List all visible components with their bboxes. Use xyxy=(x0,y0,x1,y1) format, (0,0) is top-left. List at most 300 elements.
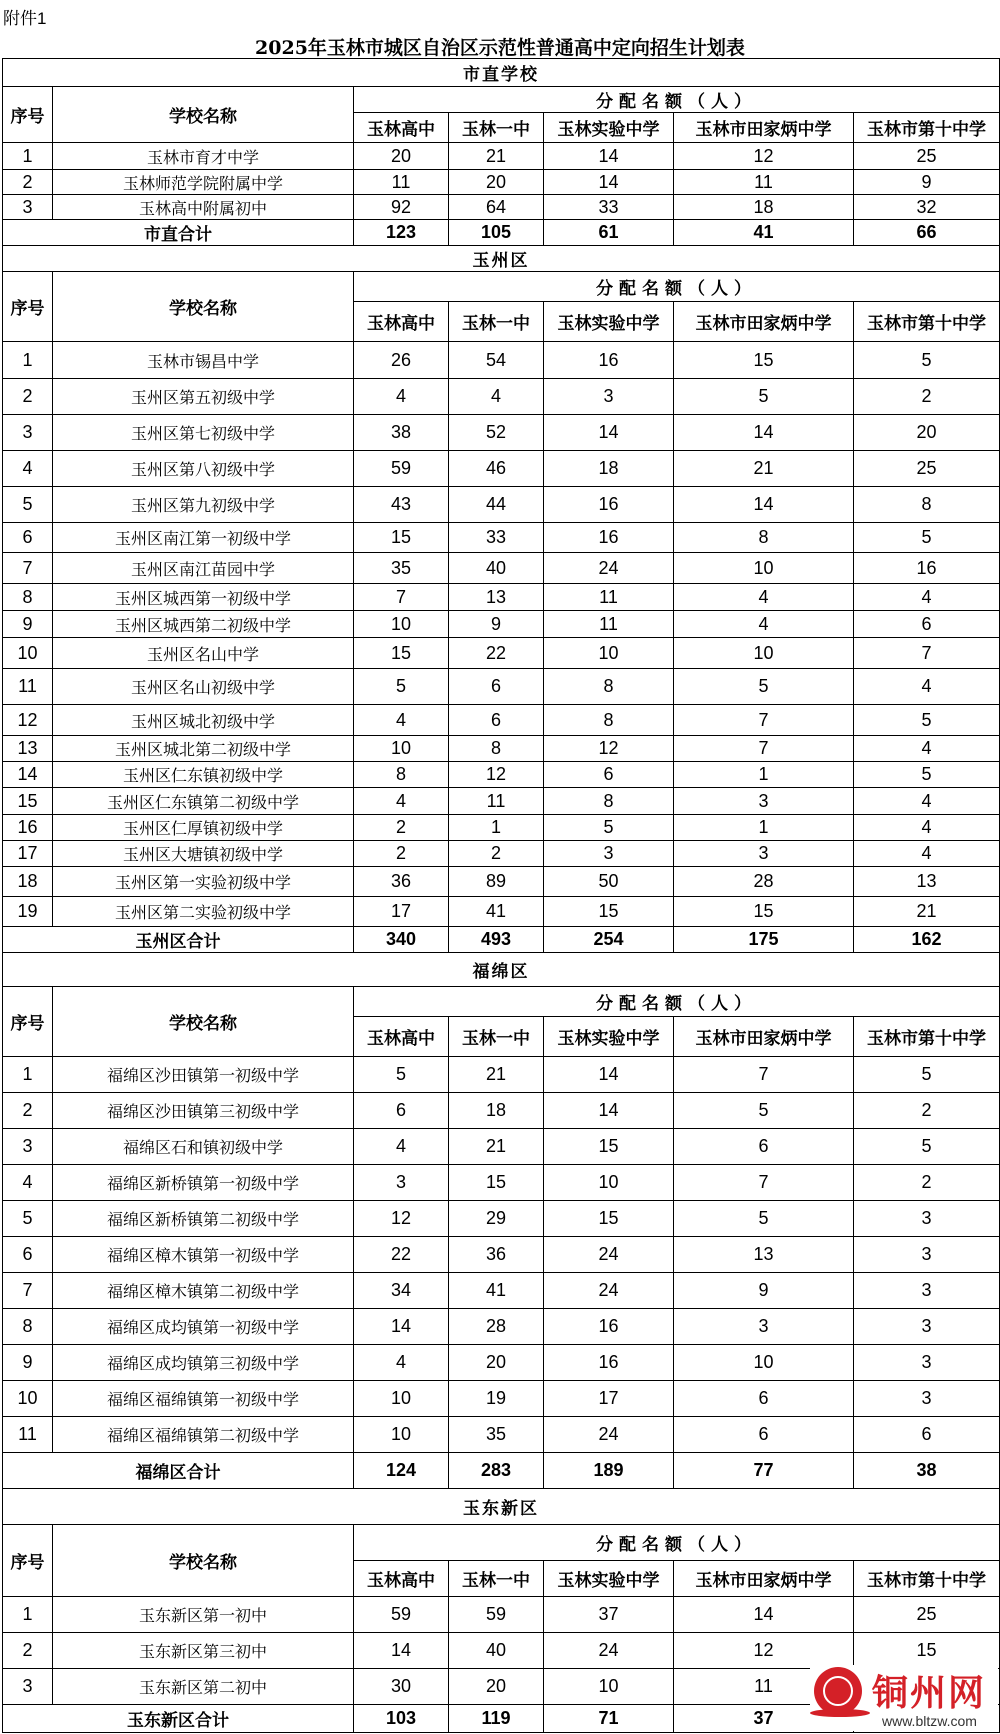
quota-cell: 15 xyxy=(449,1165,544,1201)
school-name: 福绵区沙田镇第三初级中学 xyxy=(53,1093,354,1129)
row-seq: 1 xyxy=(3,1057,53,1093)
quota-cell: 12 xyxy=(544,736,674,762)
quota-cell: 15 xyxy=(544,897,674,927)
section-title-row xyxy=(3,1489,1000,1525)
column-header: 玉林市第十中学 xyxy=(854,302,1000,342)
total-cell: 105 xyxy=(449,220,544,246)
total-cell: 41 xyxy=(674,220,854,246)
school-name: 玉州区南江苗园中学 xyxy=(53,553,354,584)
logo-emblem-icon xyxy=(814,1667,862,1715)
quota-cell: 14 xyxy=(674,487,854,523)
quota-cell: 25 xyxy=(854,143,1000,170)
total-cell: 340 xyxy=(354,927,449,953)
quota-cell: 12 xyxy=(354,1201,449,1237)
table-row xyxy=(3,143,1000,170)
quota-cell: 11 xyxy=(674,170,854,195)
quota-cell: 9 xyxy=(449,611,544,638)
quota-cell: 4 xyxy=(354,788,449,815)
quota-cell: 10 xyxy=(544,638,674,669)
table-row xyxy=(3,342,1000,379)
quota-cell: 41 xyxy=(449,1273,544,1309)
school-name: 玉东新区第三初中 xyxy=(53,1633,354,1669)
school-name-header: 学校名称 xyxy=(53,987,354,1057)
school-name: 玉州区仁东镇第二初级中学 xyxy=(53,788,354,815)
quota-cell: 3 xyxy=(854,1273,1000,1309)
quota-cell: 22 xyxy=(449,638,544,669)
school-name: 玉林师范学院附属中学 xyxy=(53,170,354,195)
total-cell: 66 xyxy=(854,220,1000,246)
watermark-url: www.bltzw.com xyxy=(882,1713,977,1729)
row-seq: 5 xyxy=(3,487,53,523)
quota-cell: 14 xyxy=(544,170,674,195)
quota-cell: 21 xyxy=(854,897,1000,927)
quota-cell: 36 xyxy=(354,867,449,897)
quota-cell: 12 xyxy=(674,1633,854,1669)
quota-cell: 3 xyxy=(544,379,674,415)
quota-cell: 50 xyxy=(544,867,674,897)
total-label: 福绵区合计 xyxy=(3,1453,354,1489)
quota-cell: 18 xyxy=(449,1093,544,1129)
row-seq: 2 xyxy=(3,170,53,195)
row-seq: 4 xyxy=(3,451,53,487)
school-name: 玉州区第五初级中学 xyxy=(53,379,354,415)
total-cell: 77 xyxy=(674,1453,854,1489)
site-watermark xyxy=(810,1665,998,1731)
quota-cell: 14 xyxy=(354,1309,449,1345)
quota-cell: 21 xyxy=(449,1057,544,1093)
quota-cell: 24 xyxy=(544,1273,674,1309)
quota-cell: 4 xyxy=(354,705,449,736)
quota-cell: 6 xyxy=(674,1381,854,1417)
quota-cell: 26 xyxy=(354,342,449,379)
quota-cell: 5 xyxy=(544,815,674,841)
quota-cell: 8 xyxy=(854,487,1000,523)
quota-cell: 6 xyxy=(854,611,1000,638)
table-row xyxy=(3,1633,1000,1669)
quota-cell: 12 xyxy=(449,762,544,788)
row-seq: 18 xyxy=(3,867,53,897)
attachment-label: 附件1 xyxy=(3,9,47,28)
quota-cell: 4 xyxy=(854,736,1000,762)
quota-cell: 6 xyxy=(449,705,544,736)
quota-cell: 36 xyxy=(449,1237,544,1273)
section-title: 玉东新区 xyxy=(3,1489,1000,1525)
column-header: 玉林高中 xyxy=(354,302,449,342)
quota-cell: 7 xyxy=(354,584,449,611)
table-row xyxy=(3,584,1000,611)
quota-cell: 14 xyxy=(544,1057,674,1093)
quota-cell: 5 xyxy=(854,762,1000,788)
school-name: 玉州区名山中学 xyxy=(53,638,354,669)
quota-cell: 3 xyxy=(854,1345,1000,1381)
quota-cell: 6 xyxy=(449,669,544,705)
quota-cell: 10 xyxy=(544,1165,674,1201)
quota-cell: 4 xyxy=(674,584,854,611)
watermark-name: 铜州网 xyxy=(872,1673,987,1714)
table-row xyxy=(3,487,1000,523)
table-row xyxy=(3,1597,1000,1633)
quota-cell: 3 xyxy=(854,1237,1000,1273)
total-row xyxy=(3,1453,1000,1489)
quota-cell: 20 xyxy=(449,170,544,195)
quota-cell: 11 xyxy=(544,611,674,638)
row-seq: 3 xyxy=(3,415,53,451)
quota-cell: 17 xyxy=(354,897,449,927)
column-header: 玉林实验中学 xyxy=(544,302,674,342)
quota-cell: 2 xyxy=(854,379,1000,415)
quota-cell: 3 xyxy=(674,1309,854,1345)
school-name: 玉州区城北初级中学 xyxy=(53,705,354,736)
quota-cell: 4 xyxy=(854,669,1000,705)
allocation-header: 分配名额（人） xyxy=(354,1525,1000,1561)
school-name: 福绵区成均镇第一初级中学 xyxy=(53,1309,354,1345)
quota-cell: 7 xyxy=(674,736,854,762)
table-row xyxy=(3,611,1000,638)
column-header: 玉林市第十中学 xyxy=(854,113,1000,143)
quota-cell: 43 xyxy=(354,487,449,523)
quota-cell: 3 xyxy=(544,841,674,867)
quota-cell: 10 xyxy=(354,611,449,638)
quota-cell: 3 xyxy=(854,1381,1000,1417)
school-name: 福绵区福绵镇第二初级中学 xyxy=(53,1417,354,1453)
quota-cell: 2 xyxy=(449,841,544,867)
table-row xyxy=(3,451,1000,487)
quota-cell: 35 xyxy=(354,553,449,584)
quota-cell: 5 xyxy=(854,342,1000,379)
row-seq: 16 xyxy=(3,815,53,841)
quota-cell: 16 xyxy=(544,1345,674,1381)
quota-cell: 6 xyxy=(354,1093,449,1129)
quota-cell: 92 xyxy=(354,195,449,220)
quota-cell: 2 xyxy=(854,1093,1000,1129)
school-name: 玉州区第八初级中学 xyxy=(53,451,354,487)
quota-cell: 11 xyxy=(449,788,544,815)
quota-cell: 89 xyxy=(449,867,544,897)
school-name: 福绵区福绵镇第一初级中学 xyxy=(53,1381,354,1417)
quota-cell: 20 xyxy=(449,1669,544,1705)
column-header: 玉林实验中学 xyxy=(544,1561,674,1597)
quota-cell: 5 xyxy=(854,523,1000,553)
quota-cell: 52 xyxy=(449,415,544,451)
column-header: 玉林一中 xyxy=(449,1017,544,1057)
seq-header: 序号 xyxy=(3,87,53,143)
quota-cell: 10 xyxy=(354,736,449,762)
school-name: 玉州区仁厚镇初级中学 xyxy=(53,815,354,841)
column-header: 玉林实验中学 xyxy=(544,113,674,143)
quota-cell: 5 xyxy=(674,1093,854,1129)
quota-cell: 15 xyxy=(354,638,449,669)
school-name: 玉州区第七初级中学 xyxy=(53,415,354,451)
quota-cell: 32 xyxy=(854,195,1000,220)
school-name: 玉州区第二实验初级中学 xyxy=(53,897,354,927)
row-seq: 7 xyxy=(3,1273,53,1309)
quota-cell: 4 xyxy=(854,815,1000,841)
quota-cell: 40 xyxy=(449,553,544,584)
quota-cell: 4 xyxy=(354,1345,449,1381)
row-seq: 2 xyxy=(3,1093,53,1129)
column-header: 玉林高中 xyxy=(354,113,449,143)
quota-cell: 13 xyxy=(674,1237,854,1273)
school-name: 福绵区新桥镇第二初级中学 xyxy=(53,1201,354,1237)
quota-cell: 24 xyxy=(544,1417,674,1453)
row-seq: 10 xyxy=(3,1381,53,1417)
row-seq: 14 xyxy=(3,762,53,788)
quota-cell: 4 xyxy=(354,379,449,415)
table-row xyxy=(3,867,1000,897)
row-seq: 6 xyxy=(3,523,53,553)
quota-cell: 22 xyxy=(354,1237,449,1273)
quota-cell: 16 xyxy=(544,1309,674,1345)
table-row xyxy=(3,1237,1000,1273)
quota-cell: 11 xyxy=(674,1669,854,1705)
total-cell: 61 xyxy=(544,220,674,246)
quota-cell: 64 xyxy=(449,195,544,220)
school-name: 玉州区仁东镇初级中学 xyxy=(53,762,354,788)
quota-cell: 14 xyxy=(354,1633,449,1669)
quota-cell: 35 xyxy=(449,1417,544,1453)
quota-cell: 54 xyxy=(449,342,544,379)
school-name-header: 学校名称 xyxy=(53,87,354,143)
row-seq: 11 xyxy=(3,669,53,705)
quota-cell: 59 xyxy=(354,451,449,487)
column-header: 玉林市田家炳中学 xyxy=(674,113,854,143)
quota-cell: 4 xyxy=(449,379,544,415)
table-row xyxy=(3,815,1000,841)
total-cell: 123 xyxy=(354,220,449,246)
school-name: 玉东新区第二初中 xyxy=(53,1669,354,1705)
table-row xyxy=(3,669,1000,705)
quota-cell: 3 xyxy=(854,1309,1000,1345)
quota-cell: 4 xyxy=(854,841,1000,867)
quota-cell: 29 xyxy=(449,1201,544,1237)
row-seq: 6 xyxy=(3,1237,53,1273)
school-name: 福绵区沙田镇第一初级中学 xyxy=(53,1057,354,1093)
school-name: 玉州区城北第二初级中学 xyxy=(53,736,354,762)
section-title: 市直学校 xyxy=(3,59,1000,87)
quota-cell: 15 xyxy=(854,1633,1000,1669)
row-seq: 2 xyxy=(3,379,53,415)
quota-cell: 3 xyxy=(674,841,854,867)
table-row xyxy=(3,1057,1000,1093)
quota-cell: 44 xyxy=(449,487,544,523)
school-name: 玉州区大塘镇初级中学 xyxy=(53,841,354,867)
table-row xyxy=(3,705,1000,736)
column-header: 玉林市第十中学 xyxy=(854,1561,1000,1597)
row-seq: 2 xyxy=(3,1633,53,1669)
quota-cell: 30 xyxy=(354,1669,449,1705)
column-header: 玉林一中 xyxy=(449,113,544,143)
header-row xyxy=(3,87,1000,113)
table-row xyxy=(3,841,1000,867)
quota-cell: 7 xyxy=(674,705,854,736)
total-cell: 493 xyxy=(449,927,544,953)
column-header: 玉林实验中学 xyxy=(544,1017,674,1057)
table-row xyxy=(3,1381,1000,1417)
table-row xyxy=(3,736,1000,762)
section-title: 玉州区 xyxy=(3,246,1000,272)
school-name: 玉林市育才中学 xyxy=(53,143,354,170)
quota-cell: 6 xyxy=(674,1129,854,1165)
quota-cell: 10 xyxy=(674,638,854,669)
total-cell: 103 xyxy=(354,1705,449,1733)
enrollment-plan-table xyxy=(2,58,1000,1733)
quota-cell: 17 xyxy=(544,1381,674,1417)
quota-cell: 7 xyxy=(674,1165,854,1201)
school-name: 玉林高中附属初中 xyxy=(53,195,354,220)
quota-cell: 5 xyxy=(674,1201,854,1237)
school-name: 福绵区新桥镇第一初级中学 xyxy=(53,1165,354,1201)
quota-cell: 8 xyxy=(544,669,674,705)
logo-swoosh-icon xyxy=(810,1709,870,1717)
quota-cell: 41 xyxy=(449,897,544,927)
quota-cell: 14 xyxy=(544,143,674,170)
table-row xyxy=(3,897,1000,927)
column-header: 玉林市田家炳中学 xyxy=(674,302,854,342)
school-name: 玉州区城西第一初级中学 xyxy=(53,584,354,611)
quota-cell: 28 xyxy=(674,867,854,897)
quota-cell: 14 xyxy=(674,1597,854,1633)
quota-cell: 2 xyxy=(354,841,449,867)
row-seq: 3 xyxy=(3,1129,53,1165)
quota-cell: 18 xyxy=(674,195,854,220)
total-row xyxy=(3,220,1000,246)
column-header: 玉林市第十中学 xyxy=(854,1017,1000,1057)
quota-cell: 38 xyxy=(354,415,449,451)
seq-header: 序号 xyxy=(3,1525,53,1597)
column-header: 玉林高中 xyxy=(354,1017,449,1057)
quota-cell: 7 xyxy=(854,638,1000,669)
table-row xyxy=(3,553,1000,584)
seq-header: 序号 xyxy=(3,987,53,1057)
row-seq: 19 xyxy=(3,897,53,927)
quota-cell: 13 xyxy=(854,867,1000,897)
quota-cell: 6 xyxy=(854,1417,1000,1453)
total-cell: 37 xyxy=(674,1705,854,1733)
total-label: 市直合计 xyxy=(3,220,354,246)
quota-cell: 11 xyxy=(354,170,449,195)
quota-cell: 28 xyxy=(449,1309,544,1345)
allocation-header: 分配名额（人） xyxy=(354,87,1000,113)
quota-cell: 8 xyxy=(544,705,674,736)
total-row xyxy=(3,927,1000,953)
table-row xyxy=(3,1129,1000,1165)
school-name: 福绵区成均镇第三初级中学 xyxy=(53,1345,354,1381)
quota-cell: 4 xyxy=(854,584,1000,611)
quota-cell: 25 xyxy=(854,451,1000,487)
table-row xyxy=(3,523,1000,553)
quota-cell: 15 xyxy=(544,1129,674,1165)
quota-cell: 59 xyxy=(354,1597,449,1633)
quota-cell: 34 xyxy=(354,1273,449,1309)
seq-header: 序号 xyxy=(3,272,53,342)
quota-cell: 33 xyxy=(544,195,674,220)
quota-cell: 14 xyxy=(674,415,854,451)
quota-cell: 15 xyxy=(674,342,854,379)
table-row xyxy=(3,1165,1000,1201)
table-row xyxy=(3,788,1000,815)
column-header: 玉林市田家炳中学 xyxy=(674,1561,854,1597)
school-name: 玉州区南江第一初级中学 xyxy=(53,523,354,553)
quota-cell: 5 xyxy=(854,705,1000,736)
quota-cell: 15 xyxy=(354,523,449,553)
row-seq: 1 xyxy=(3,342,53,379)
school-name-header: 学校名称 xyxy=(53,272,354,342)
row-seq: 9 xyxy=(3,611,53,638)
total-cell: 175 xyxy=(674,927,854,953)
quota-cell: 9 xyxy=(854,170,1000,195)
total-cell: 189 xyxy=(544,1453,674,1489)
section-title-row xyxy=(3,59,1000,87)
row-seq: 3 xyxy=(3,195,53,220)
table-row xyxy=(3,379,1000,415)
school-name: 玉州区第九初级中学 xyxy=(53,487,354,523)
row-seq: 8 xyxy=(3,1309,53,1345)
table-row xyxy=(3,195,1000,220)
quota-cell: 5 xyxy=(854,1129,1000,1165)
row-seq: 17 xyxy=(3,841,53,867)
quota-cell: 24 xyxy=(544,553,674,584)
school-name: 玉东新区第一初中 xyxy=(53,1597,354,1633)
school-name: 玉州区名山初级中学 xyxy=(53,669,354,705)
row-seq: 1 xyxy=(3,1597,53,1633)
column-header: 玉林高中 xyxy=(354,1561,449,1597)
table-row xyxy=(3,1273,1000,1309)
table-row xyxy=(3,762,1000,788)
quota-cell: 8 xyxy=(544,788,674,815)
quota-cell: 20 xyxy=(449,1345,544,1381)
row-seq: 1 xyxy=(3,143,53,170)
section-title-row xyxy=(3,953,1000,987)
total-cell: 162 xyxy=(854,927,1000,953)
row-seq: 4 xyxy=(3,1165,53,1201)
school-name: 福绵区石和镇初级中学 xyxy=(53,1129,354,1165)
quota-cell: 37 xyxy=(544,1597,674,1633)
allocation-header: 分配名额（人） xyxy=(354,272,1000,302)
quota-cell: 12 xyxy=(674,143,854,170)
table-row xyxy=(3,1201,1000,1237)
quota-cell: 10 xyxy=(354,1381,449,1417)
quota-cell: 5 xyxy=(354,669,449,705)
total-label: 玉州区合计 xyxy=(3,927,354,953)
row-seq: 15 xyxy=(3,788,53,815)
table-row xyxy=(3,1093,1000,1129)
column-header: 玉林一中 xyxy=(449,1561,544,1597)
row-seq: 3 xyxy=(3,1669,53,1705)
table-row xyxy=(3,415,1000,451)
table-row xyxy=(3,1417,1000,1453)
quota-cell: 1 xyxy=(449,815,544,841)
quota-cell: 9 xyxy=(674,1273,854,1309)
quota-cell: 10 xyxy=(674,553,854,584)
quota-cell: 10 xyxy=(544,1669,674,1705)
row-seq: 13 xyxy=(3,736,53,762)
quota-cell: 3 xyxy=(854,1201,1000,1237)
quota-cell: 20 xyxy=(354,143,449,170)
quota-cell: 8 xyxy=(449,736,544,762)
quota-cell: 6 xyxy=(544,762,674,788)
quota-cell: 16 xyxy=(854,553,1000,584)
quota-cell: 21 xyxy=(449,143,544,170)
school-name: 福绵区樟木镇第一初级中学 xyxy=(53,1237,354,1273)
quota-cell: 2 xyxy=(854,1165,1000,1201)
quota-cell: 8 xyxy=(354,762,449,788)
total-label: 玉东新区合计 xyxy=(3,1705,354,1733)
quota-cell: 8 xyxy=(674,523,854,553)
total-cell: 254 xyxy=(544,927,674,953)
quota-cell: 4 xyxy=(354,1129,449,1165)
school-name: 福绵区樟木镇第二初级中学 xyxy=(53,1273,354,1309)
quota-cell: 10 xyxy=(354,1417,449,1453)
